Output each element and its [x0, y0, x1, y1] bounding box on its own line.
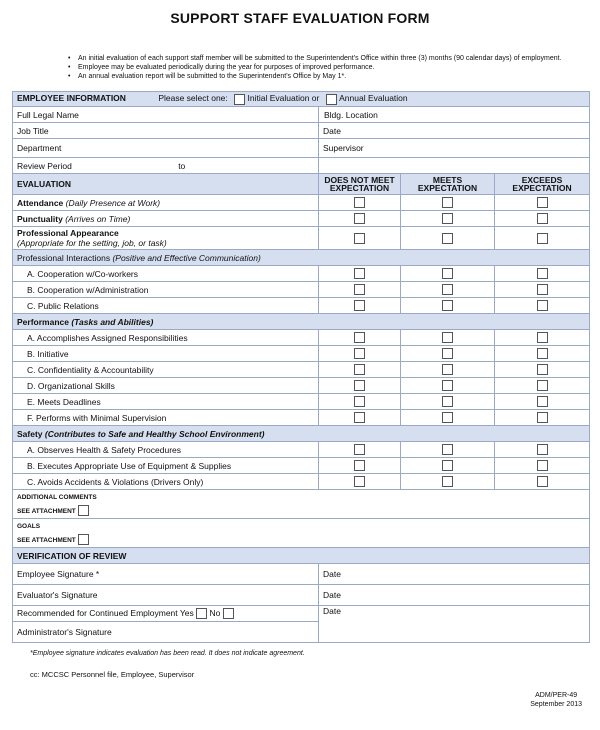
name-row	[13, 107, 590, 123]
date-label: Date	[323, 125, 341, 136]
meets-checkbox[interactable]	[442, 348, 453, 359]
see-attachment-comments-checkbox[interactable]	[78, 505, 89, 516]
interactions-section-row	[13, 250, 590, 266]
criterion-label: Professional Appearance	[17, 228, 119, 238]
criterion-label: C. Avoids Accidents & Violations (Drivers Only)	[13, 474, 319, 490]
criterion-row	[13, 410, 590, 426]
meets-checkbox[interactable]	[442, 476, 453, 487]
form-code-block	[530, 691, 582, 709]
criterion-label: C. Confidentiality & Accountability	[13, 362, 319, 378]
verification-header: VERIFICATION OF REVIEW	[13, 548, 590, 564]
criterion-label: B. Cooperation w/Administration	[13, 282, 319, 298]
instruction-item: • An initial evaluation of each support staff member will be submitted to the Superintendent's Office within three (3) months (90 calendar days) of employment.	[68, 54, 568, 63]
full-legal-name-label: Full Legal Name	[17, 109, 79, 120]
criterion-row	[13, 266, 590, 282]
criterion-row	[13, 474, 590, 490]
bldg-location-label: Bldg. Location	[324, 109, 378, 120]
does-not-meet-checkbox[interactable]	[354, 213, 365, 224]
evaluator-date-field[interactable]	[319, 585, 590, 606]
see-attachment-goals-checkbox[interactable]	[78, 534, 89, 545]
cc-line: cc: MCCSC Personnel file, Employee, Supervisor	[30, 670, 195, 679]
criterion-description: (Arrives on Time)	[65, 213, 131, 224]
criterion-label: A. Observes Health & Safety Procedures	[13, 442, 319, 458]
select-one-label: Please select one:	[158, 93, 228, 104]
does-not-meet-checkbox[interactable]	[354, 364, 365, 375]
criterion-label: Punctuality	[17, 213, 63, 224]
verification-header-row	[13, 548, 590, 564]
department-row	[13, 139, 590, 158]
no-label: No	[209, 607, 221, 618]
interactions-header-desc: (Positive and Effective Communication)	[112, 252, 261, 263]
criterion-label: B. Executes Appropriate Use of Equipment & Supplies	[13, 458, 319, 474]
annual-evaluation-checkbox[interactable]	[326, 94, 337, 105]
admin-date-field[interactable]	[319, 606, 590, 643]
department-label: Department	[17, 143, 62, 153]
instruction-item: • Employee may be evaluated periodically during the year for purposes of improved performance.	[68, 63, 568, 72]
job-title-row	[13, 123, 590, 139]
instructions-list	[68, 54, 568, 81]
initial-evaluation-label: Initial Evaluation or	[247, 93, 320, 104]
recommended-row	[13, 606, 590, 622]
criterion-row	[13, 458, 590, 474]
signature-footnote: *Employee signature indicates evaluation has been read. It does not indicate agreement.	[30, 650, 305, 657]
employee-signature-row	[13, 564, 590, 585]
date-label: Date	[323, 590, 341, 600]
criterion-row	[13, 298, 590, 314]
exceeds-checkbox[interactable]	[537, 412, 548, 423]
review-period-row	[13, 158, 590, 174]
interactions-header: Professional Interactions	[17, 252, 111, 263]
does-not-meet-checkbox[interactable]	[354, 348, 365, 359]
department-field[interactable]	[13, 139, 319, 158]
criterion-description: (Daily Presence at Work)	[65, 197, 161, 208]
does-not-meet-checkbox[interactable]	[354, 268, 365, 279]
see-attachment-label: SEE ATTACHMENT	[17, 537, 76, 544]
meets-checkbox[interactable]	[442, 396, 453, 407]
annual-evaluation-label: Annual Evaluation	[339, 93, 408, 104]
col-does-not-meet: DOES NOT MEET EXPECTATION	[319, 174, 401, 195]
criterion-row	[13, 346, 590, 362]
review-period-to-label: to	[178, 160, 186, 171]
evaluator-signature-field[interactable]	[13, 585, 319, 606]
performance-section-row	[13, 314, 590, 330]
job-title-field[interactable]	[13, 123, 319, 139]
goals-label: GOALS	[17, 523, 41, 530]
admin-signature-label: Administrator's Signature	[17, 627, 112, 637]
bldg-location-field[interactable]	[319, 107, 590, 123]
col-exceeds: EXCEEDS EXPECTATION	[495, 174, 590, 195]
criterion-row	[13, 211, 590, 227]
meets-checkbox[interactable]	[442, 268, 453, 279]
recommended-no-checkbox[interactable]	[223, 608, 234, 619]
recommended-label: Recommended for Continued Employment	[17, 607, 178, 618]
form-date: September 2013	[530, 701, 582, 708]
evaluator-signature-label: Evaluator's Signature	[17, 590, 98, 600]
exceeds-checkbox[interactable]	[537, 233, 548, 244]
evaluation-header-row	[13, 174, 590, 195]
evaluator-signature-row	[13, 585, 590, 606]
criterion-row	[13, 330, 590, 346]
meets-checkbox[interactable]	[442, 213, 453, 224]
employee-info-header: EMPLOYEE INFORMATION	[17, 93, 126, 104]
criterion-row	[13, 394, 590, 410]
exceeds-checkbox[interactable]	[537, 348, 548, 359]
review-period-label: Review Period	[17, 160, 72, 171]
col-meets: MEETS EXPECTATION	[401, 174, 495, 195]
form-code: ADM/PER-49	[535, 692, 578, 699]
does-not-meet-checkbox[interactable]	[354, 233, 365, 244]
meets-checkbox[interactable]	[442, 233, 453, 244]
evaluation-form-table	[12, 91, 590, 643]
exceeds-checkbox[interactable]	[537, 476, 548, 487]
exceeds-checkbox[interactable]	[537, 380, 548, 391]
employee-info-header-row	[13, 92, 590, 107]
does-not-meet-checkbox[interactable]	[354, 332, 365, 343]
criterion-label: B. Initiative	[13, 346, 319, 362]
criterion-label: Attendance	[17, 197, 64, 208]
criterion-label: C. Public Relations	[13, 298, 319, 314]
criterion-row	[13, 195, 590, 211]
exceeds-checkbox[interactable]	[537, 213, 548, 224]
see-attachment-label: SEE ATTACHMENT	[17, 508, 76, 515]
goals-row	[13, 519, 590, 548]
meets-checkbox[interactable]	[442, 380, 453, 391]
meets-checkbox[interactable]	[442, 300, 453, 311]
safety-header-desc: (Contributes to Safe and Healthy School Environment)	[44, 428, 265, 439]
does-not-meet-checkbox[interactable]	[354, 300, 365, 311]
date-field[interactable]	[319, 123, 590, 139]
does-not-meet-checkbox[interactable]	[354, 396, 365, 407]
recommended-yes-checkbox[interactable]	[196, 608, 207, 619]
exceeds-checkbox[interactable]	[537, 300, 548, 311]
yes-label: Yes	[179, 607, 194, 618]
supervisor-field[interactable]	[319, 139, 590, 158]
criterion-label: D. Organizational Skills	[13, 378, 319, 394]
supervisor-label: Supervisor	[323, 143, 364, 153]
does-not-meet-checkbox[interactable]	[354, 412, 365, 423]
exceeds-checkbox[interactable]	[537, 268, 548, 279]
exceeds-checkbox[interactable]	[537, 284, 548, 295]
meets-checkbox[interactable]	[442, 332, 453, 343]
instruction-item: • An annual evaluation report will be submitted to the Superintendent's Office by May 1*.	[68, 72, 568, 81]
does-not-meet-checkbox[interactable]	[354, 444, 365, 455]
employee-signature-field[interactable]	[13, 564, 319, 585]
exceeds-checkbox[interactable]	[537, 197, 548, 208]
date-label: Date	[323, 569, 341, 579]
safety-header: Safety	[17, 428, 43, 439]
form-title: SUPPORT STAFF EVALUATION FORM	[170, 10, 430, 26]
criterion-row	[13, 378, 590, 394]
additional-comments-row	[13, 490, 590, 519]
criterion-label: A. Cooperation w/Co-workers	[13, 266, 319, 282]
does-not-meet-checkbox[interactable]	[354, 460, 365, 471]
criterion-label: F. Performs with Minimal Supervision	[13, 410, 319, 426]
date-label: Date	[323, 606, 341, 616]
criterion-row	[13, 227, 590, 250]
exceeds-checkbox[interactable]	[537, 396, 548, 407]
does-not-meet-checkbox[interactable]	[354, 380, 365, 391]
performance-header-desc: (Tasks and Abilities)	[71, 316, 154, 327]
meets-checkbox[interactable]	[442, 364, 453, 375]
job-title-label: Job Title	[17, 125, 49, 136]
exceeds-checkbox[interactable]	[537, 332, 548, 343]
exceeds-checkbox[interactable]	[537, 364, 548, 375]
initial-evaluation-checkbox[interactable]	[234, 94, 245, 105]
employee-date-field[interactable]	[319, 564, 590, 585]
employee-signature-label: Employee Signature *	[17, 569, 100, 579]
criterion-row	[13, 442, 590, 458]
criterion-row	[13, 362, 590, 378]
exceeds-checkbox[interactable]	[537, 444, 548, 455]
meets-checkbox[interactable]	[442, 197, 453, 208]
criterion-label: A. Accomplishes Assigned Responsibilities	[13, 330, 319, 346]
does-not-meet-checkbox[interactable]	[354, 197, 365, 208]
evaluation-header: EVALUATION	[13, 174, 319, 195]
criterion-description: (Appropriate for the setting, job, or task)	[17, 238, 167, 248]
safety-section-row	[13, 426, 590, 442]
criterion-label: E. Meets Deadlines	[13, 394, 319, 410]
meets-checkbox[interactable]	[442, 412, 453, 423]
meets-checkbox[interactable]	[442, 284, 453, 295]
does-not-meet-checkbox[interactable]	[354, 476, 365, 487]
meets-checkbox[interactable]	[442, 460, 453, 471]
meets-checkbox[interactable]	[442, 444, 453, 455]
exceeds-checkbox[interactable]	[537, 460, 548, 471]
performance-header: Performance	[17, 316, 69, 327]
review-period-field[interactable]	[13, 158, 319, 174]
criterion-row	[13, 282, 590, 298]
admin-signature-field[interactable]	[13, 622, 319, 643]
does-not-meet-checkbox[interactable]	[354, 284, 365, 295]
additional-comments-label: ADDITIONAL COMMENTS	[17, 494, 97, 501]
